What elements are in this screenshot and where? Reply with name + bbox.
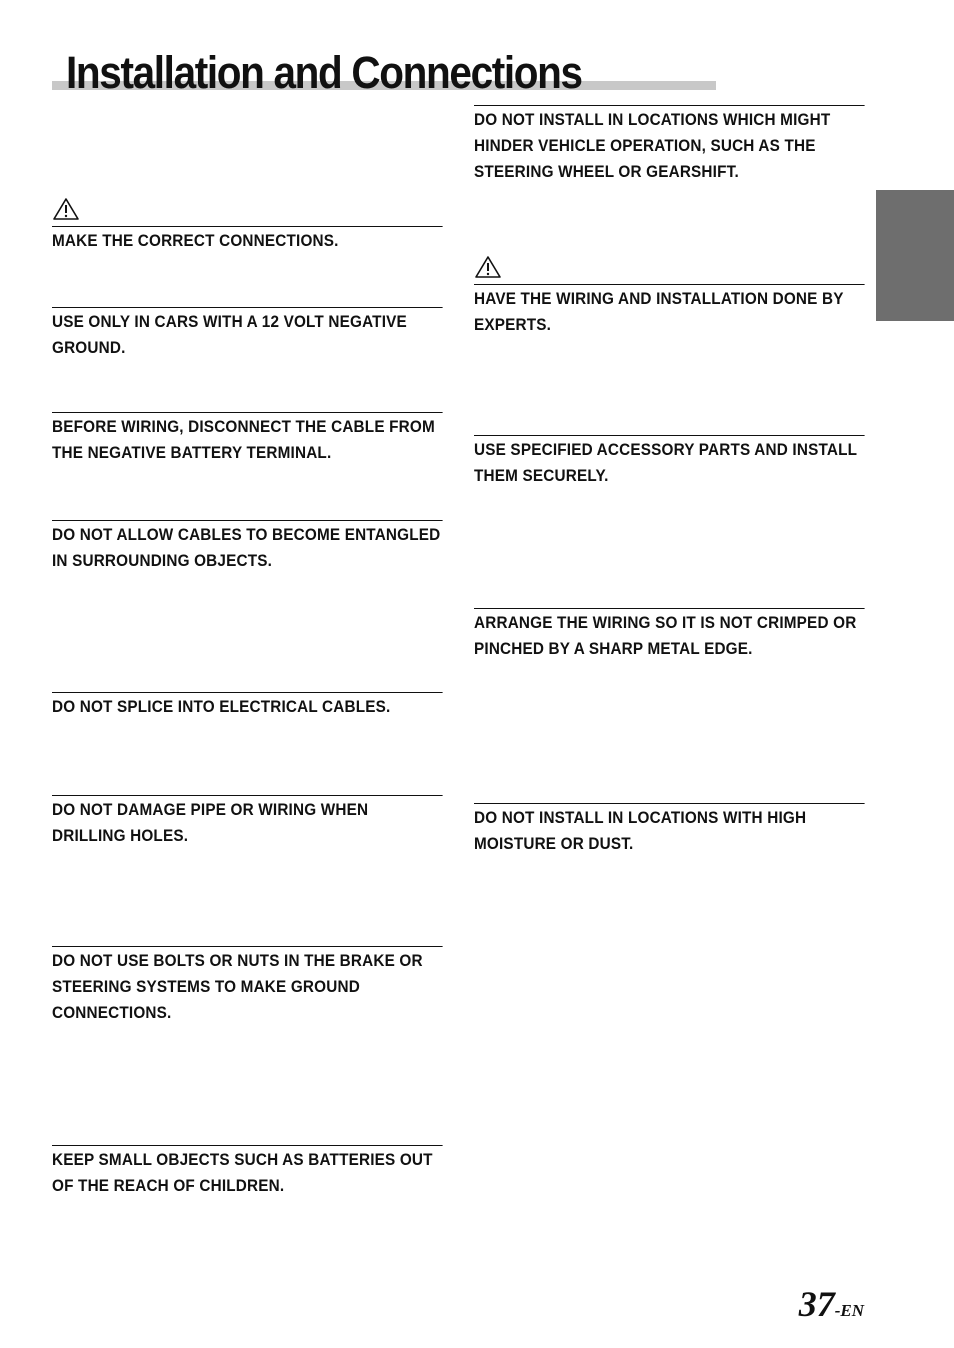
page-language-suffix: -EN — [834, 1301, 864, 1320]
warning-heading: BEFORE WIRING, DISCONNECT THE CABLE FROM THE NEGATIVE BATTERY TERMINAL. — [52, 412, 443, 466]
caution-heading: HAVE THE WIRING AND INSTALLATION DONE BY EXPERTS. — [474, 284, 865, 338]
caution-triangle-icon — [474, 255, 502, 279]
section-tab — [876, 190, 954, 321]
warning-heading: DO NOT INSTALL IN LOCATIONS WHICH MIGHT HINDER VEHICLE OPERATION, SUCH AS THE STEERING WHEEL OR GEARSHIFT. — [474, 105, 865, 185]
caution-heading: DO NOT INSTALL IN LOCATIONS WITH HIGH MOISTURE OR DUST. — [474, 803, 865, 857]
warning-triangle-icon — [52, 197, 80, 221]
warning-heading: USE ONLY IN CARS WITH A 12 VOLT NEGATIVE GROUND. — [52, 307, 443, 361]
page-number-value: 37 — [798, 1284, 835, 1324]
caution-heading: USE SPECIFIED ACCESSORY PARTS AND INSTALL THEM SECURELY. — [474, 435, 865, 489]
warning-heading: DO NOT USE BOLTS OR NUTS IN THE BRAKE OR STEERING SYSTEMS TO MAKE GROUND CONNECTIONS. — [52, 946, 443, 1026]
page-title: Installation and Connections — [66, 47, 582, 98]
caution-heading: ARRANGE THE WIRING SO IT IS NOT CRIMPED OR PINCHED BY A SHARP METAL EDGE. — [474, 608, 865, 662]
warning-heading: DO NOT SPLICE INTO ELECTRICAL CABLES. — [52, 692, 443, 720]
page-number — [799, 1282, 864, 1333]
warning-heading: KEEP SMALL OBJECTS SUCH AS BATTERIES OUT OF THE REACH OF CHILDREN. — [52, 1145, 443, 1199]
warning-heading: DO NOT DAMAGE PIPE OR WIRING WHEN DRILLING HOLES. — [52, 795, 443, 849]
warning-heading: MAKE THE CORRECT CONNECTIONS. — [52, 226, 443, 254]
warning-heading: DO NOT ALLOW CABLES TO BECOME ENTANGLED IN SURROUNDING OBJECTS. — [52, 520, 443, 574]
